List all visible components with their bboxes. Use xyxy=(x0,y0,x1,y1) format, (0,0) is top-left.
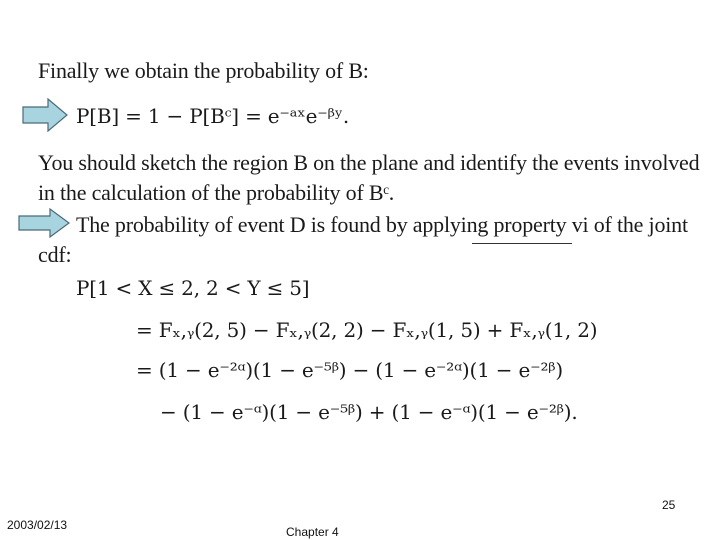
text-line-7: P[1 < X ≤ 2, 2 < Y ≤ 5] xyxy=(76,276,310,300)
footer-chapter: Chapter 4 xyxy=(286,525,339,539)
text-line-8: = Fₓ,ᵧ(2, 5) − Fₓ,ᵧ(2, 2) − Fₓ,ᵧ(1, 5) + Fₓ,ᵧ(1, 2) xyxy=(136,318,598,342)
right-arrow-icon xyxy=(18,208,70,238)
page-number: 25 xyxy=(662,498,676,512)
text-line-10: − (1 − e⁻ᵅ)(1 − e⁻⁵ᵝ) + (1 − e⁻ᵅ)(1 − e⁻²ᵝ). xyxy=(160,400,578,424)
text-line-3: You should sketch the region B on the plane and identify the events involved xyxy=(38,150,700,175)
text-line-5: The probability of event D is found by applying property vi of the joint xyxy=(76,212,688,237)
underline-mark xyxy=(472,243,572,244)
text-line-9: = (1 − e⁻²ᵅ)(1 − e⁻⁵ᵝ) − (1 − e⁻²ᵅ)(1 − e⁻²ᵝ) xyxy=(136,358,563,382)
text-line-2: P[B] = 1 − P[Bᶜ] = e⁻ᵃˣe⁻ᵝʸ. xyxy=(76,104,350,128)
right-arrow-icon xyxy=(22,98,68,132)
text-line-1: Finally we obtain the probability of B: xyxy=(38,58,369,83)
text-line-4: in the calculation of the probability of Bᶜ. xyxy=(38,180,395,205)
footer-date: 2003/02/13 xyxy=(7,518,68,532)
text-line-6: cdf: xyxy=(38,242,72,267)
